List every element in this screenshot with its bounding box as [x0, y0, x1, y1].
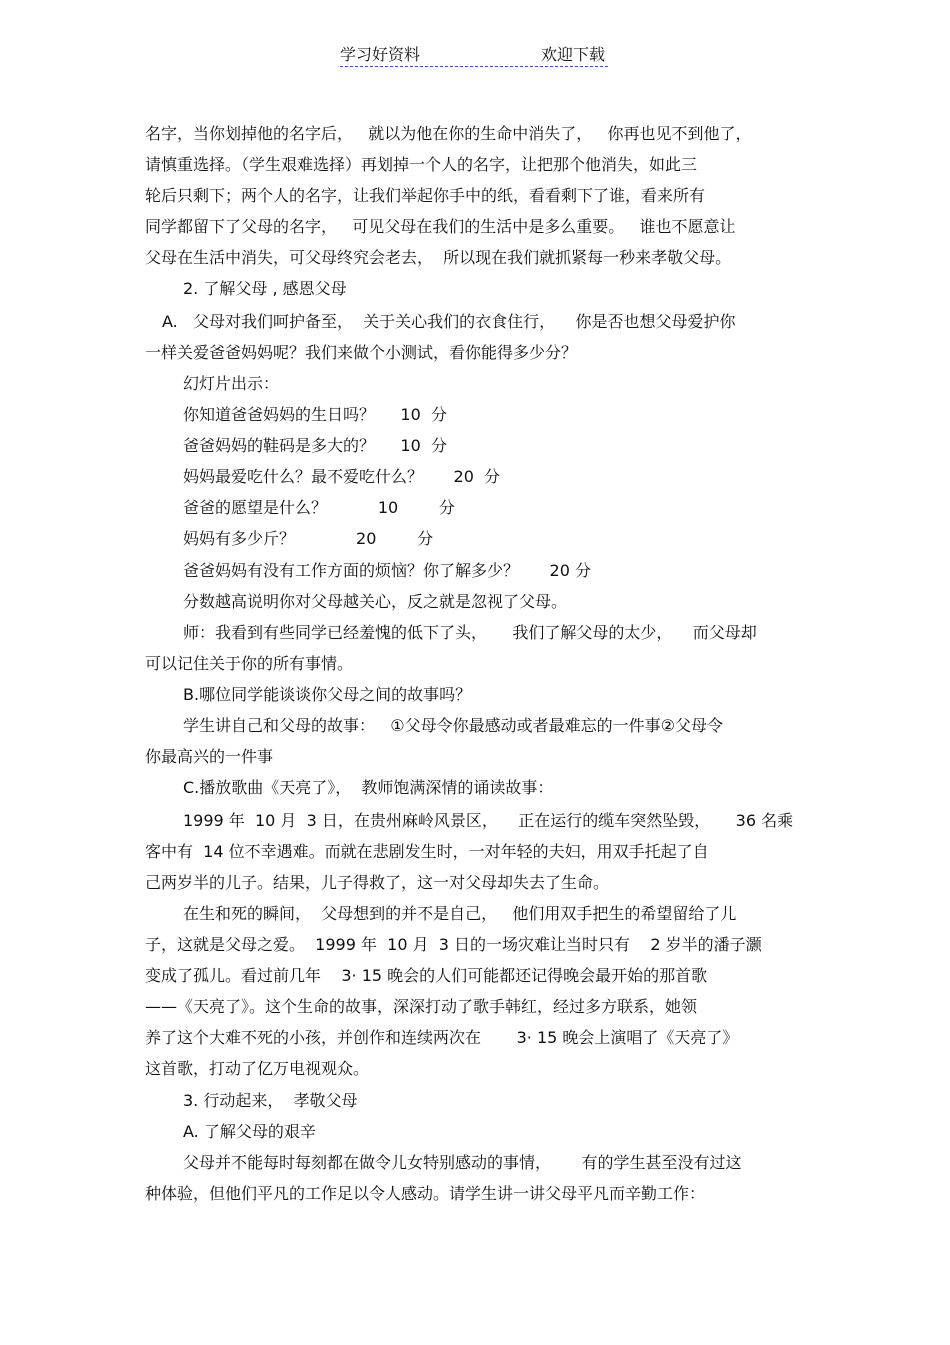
header-left-text: 学习好资料: [340, 45, 421, 64]
header-right-text: 欢迎下载: [540, 45, 605, 64]
text-line: 轮后只剩下；两个人的名字，让我们举起你手中的纸，看看剩下了谁，看来所有: [145, 186, 706, 205]
quiz-item: 妈妈最爱吃什么？最不爱吃什么？ 20 分: [183, 467, 501, 486]
text-line: B.哪位同学能谈谈你父母之间的故事吗？: [183, 685, 472, 704]
text-line: 父母并不能每时每刻都在做令儿女特别感动的事情， 有的学生甚至没有过这: [183, 1153, 742, 1172]
text-line: 养了这个大难不死的小孩，并创作和连续两次在 3· 15 晚会上演唱了《天亮了》: [145, 1028, 739, 1047]
text-line: 客中有 14 位不幸遇难。而就在悲剧发生时，一对年轻的夫妇，用双手托起了自: [145, 842, 709, 861]
text-line: A. 父母对我们呵护备至， 关于关心我们的衣食住行， 你是否也想父母爱护你: [162, 312, 736, 331]
text-line: 请慎重选择。（学生艰难选择）再划掉一个人的名字，让把那个他消失，如此三: [145, 155, 698, 174]
text-line: 一样关爱爸爸妈妈呢？我们来做个小测试，看你能得多少分？: [145, 343, 578, 362]
text-line: 分数越高说明你对父母越关心，反之就是忽视了父母。: [183, 592, 568, 611]
text-line: 1999 年 10 月 3 日，在贵州麻岭风景区， 正在运行的缆车突然坠毁， 36 名乘: [183, 811, 794, 830]
text-line: 父母在生活中消失，可父母终究会老去， 所以现在我们就抓紧每一秒来孝敬父母。: [145, 248, 732, 267]
quiz-item: 爸爸妈妈的鞋码是多大的？ 10 分: [183, 436, 447, 455]
quiz-item: 爸爸的愿望是什么？ 10 分: [183, 498, 455, 517]
text-line: ——《天亮了》。这个生命的故事，深深打动了歌手韩红，经过多方联系，她领: [145, 997, 698, 1016]
quiz-item: 妈妈有多少斤？ 20 分: [183, 529, 434, 548]
section-heading: 3. 行动起来， 孝敬父母: [183, 1091, 358, 1110]
text-line: 己两岁半的儿子。结果，儿子得救了，这一对父母却失去了生命。: [145, 873, 610, 892]
section-heading: 2. 了解父母 , 感恩父母: [183, 279, 347, 298]
text-line: 在生和死的瞬间， 父母想到的并不是自己， 他们用双手把生的希望留给了儿: [183, 904, 737, 923]
subsection-heading: A. 了解父母的艰辛: [183, 1122, 316, 1141]
text-line: 幻灯片出示：: [183, 374, 280, 393]
text-line: C.播放歌曲《天亮了》， 教师饱满深情的诵读故事：: [183, 778, 554, 797]
text-line: 学生讲自己和父母的故事： ①父母令你最感动或者最难忘的一件事②父母令: [183, 716, 723, 735]
text-line: 师：我看到有些同学已经羞愧的低下了头， 我们了解父母的太少， 而父母却: [183, 623, 757, 642]
text-line: 变成了孤儿。看过前几年 3· 15 晚会的人们可能都还记得晚会最开始的那首歌: [145, 966, 708, 985]
text-line: 名字，当你划掉他的名字后， 就以为他在你的生命中消失了， 你再也见不到他了，: [145, 124, 752, 143]
text-line: 种体验，但他们平凡的工作足以令人感动。请学生讲一讲父母平凡而辛勤工作：: [145, 1184, 706, 1203]
page-header: [340, 42, 608, 67]
text-line: 可以记住关于你的所有事情。: [145, 654, 354, 673]
quiz-item: 爸爸妈妈有没有工作方面的烦恼？你了解多少？ 20 分: [183, 561, 591, 580]
quiz-item: 你知道爸爸妈妈的生日吗？ 10 分: [183, 405, 447, 424]
text-line: 子，这就是父母之爱。 1999 年 10 月 3 日的一场灾难让当时只有 2 岁半的潘子灏: [145, 935, 762, 954]
text-line: 同学都留下了父母的名字， 可见父母在我们的生活中是多么重要。 谁也不愿意让: [145, 217, 736, 236]
text-line: 你最高兴的一件事: [145, 747, 274, 766]
text-line: 这首歌，打动了亿万电视观众。: [145, 1059, 370, 1078]
